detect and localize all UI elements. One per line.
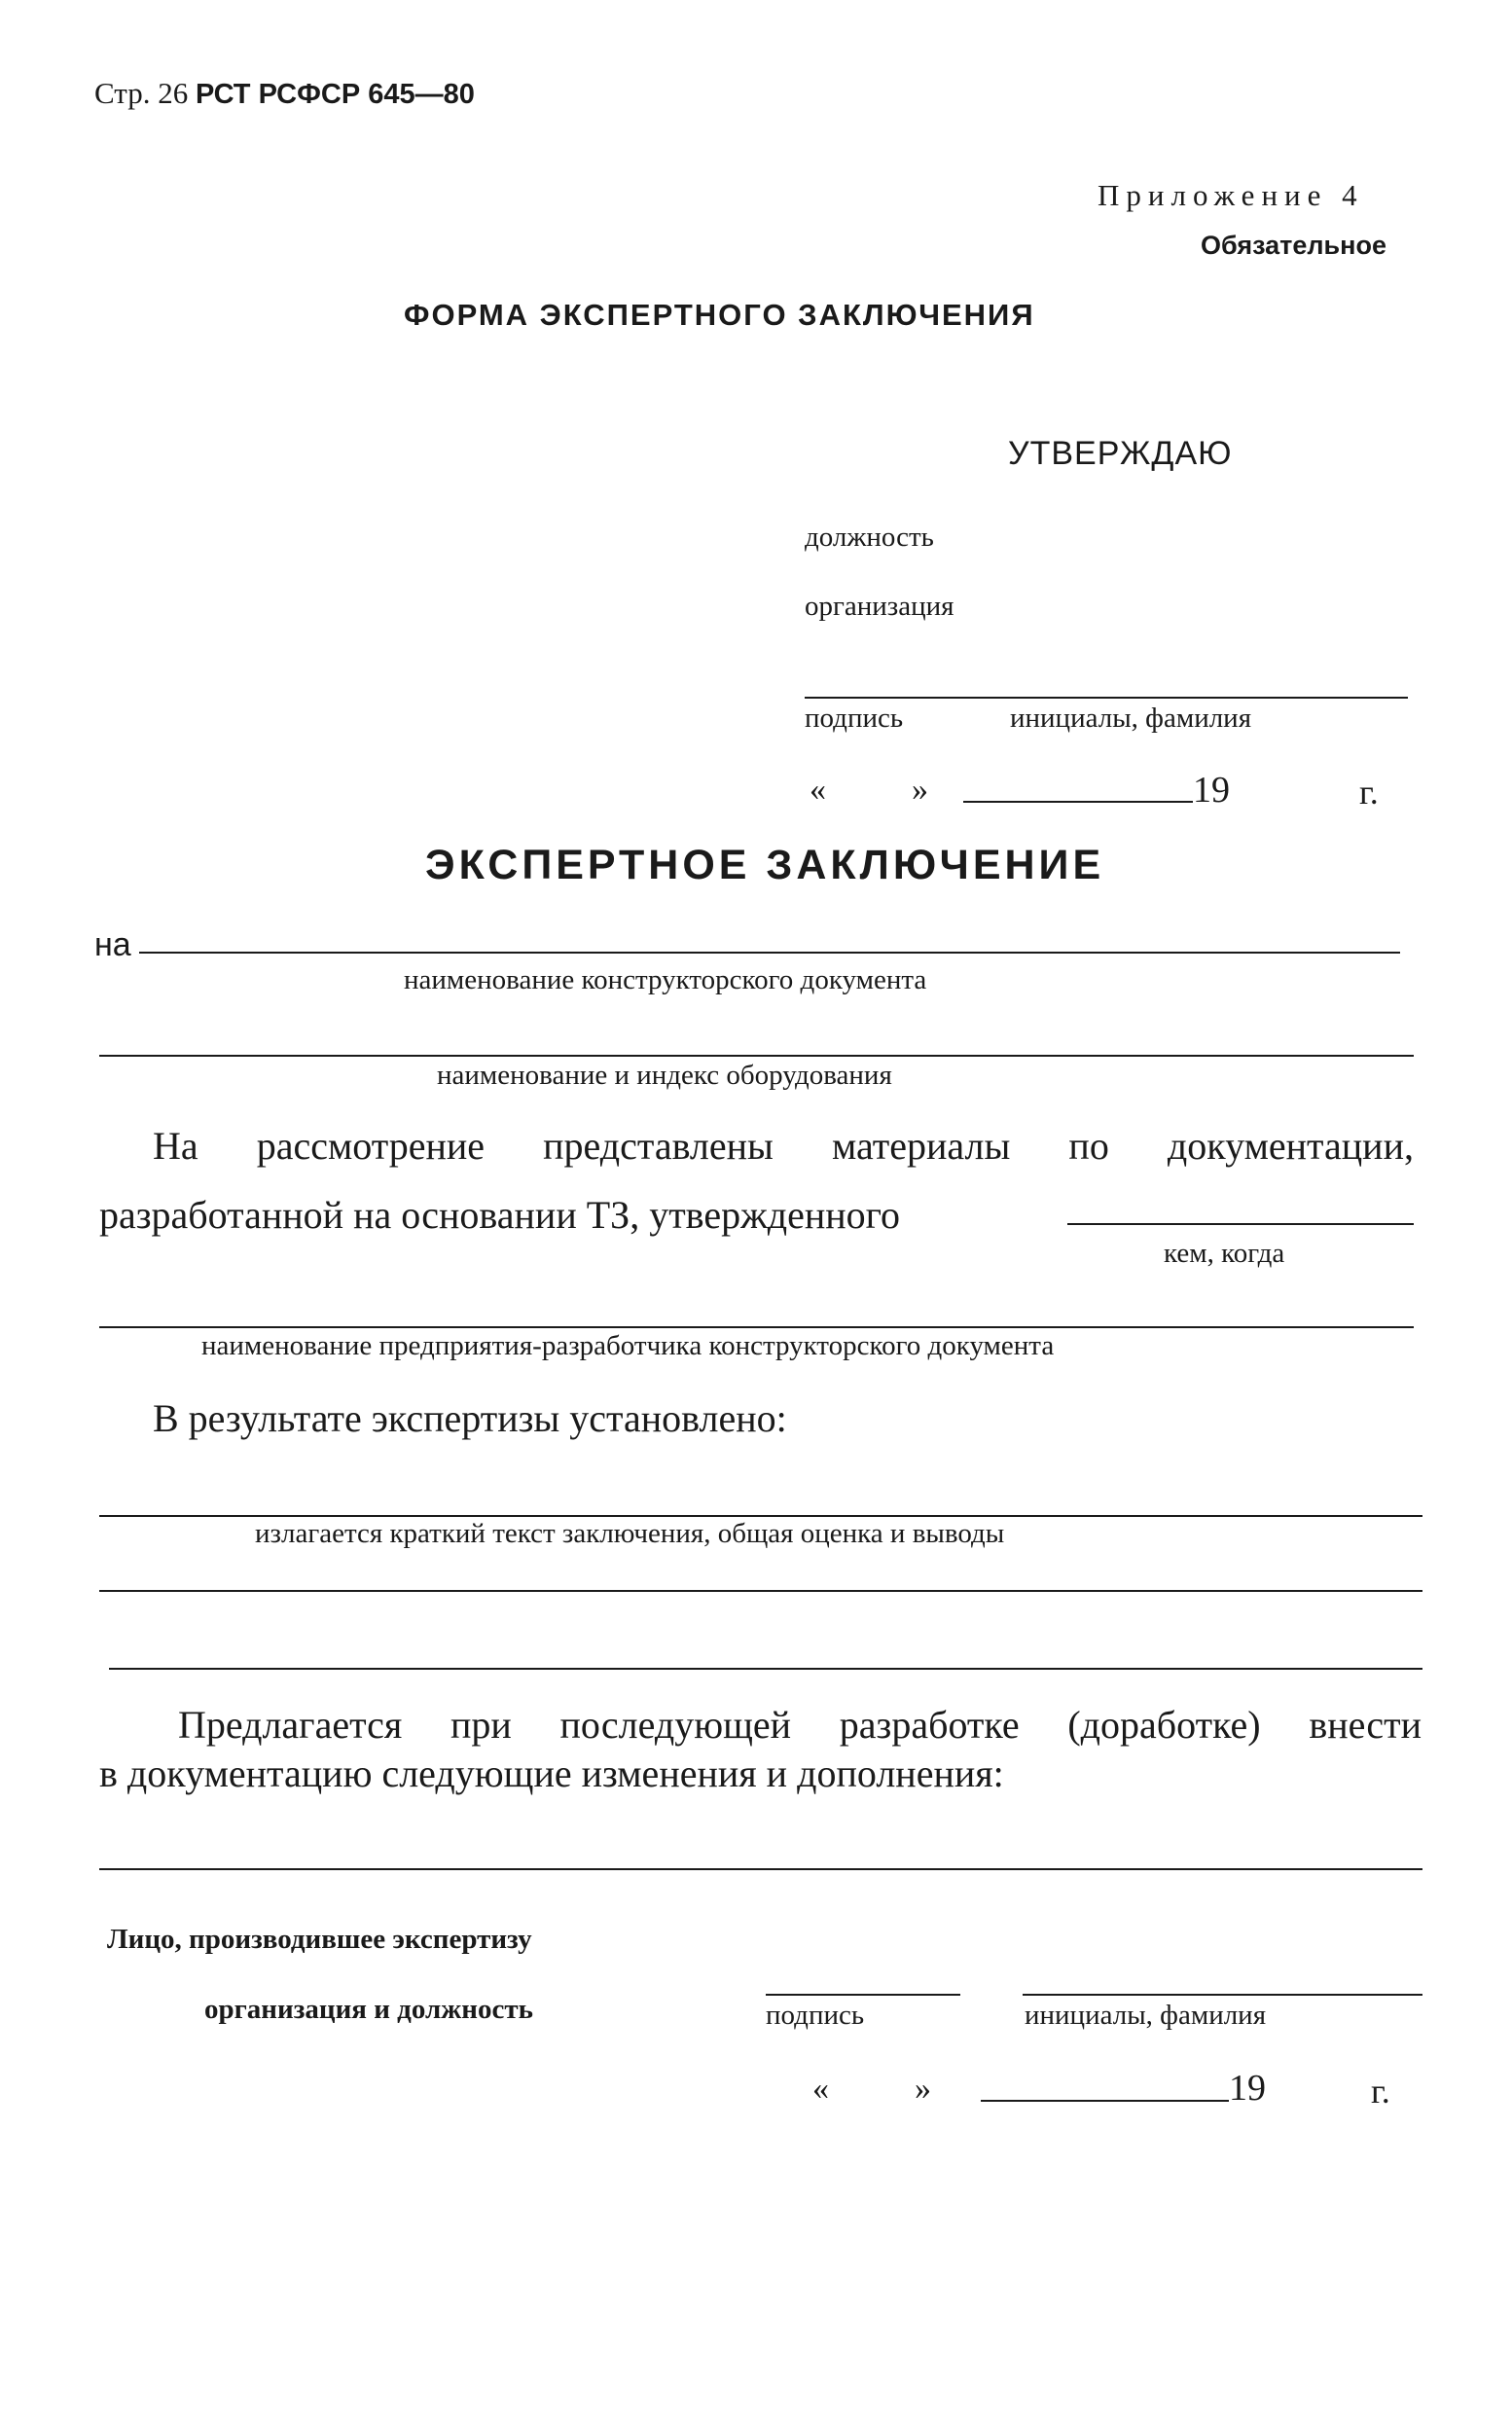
result-text: В результате экспертизы установлено:	[153, 1396, 787, 1440]
expert-signature-line	[766, 1994, 960, 1996]
paragraph1-line2: разработанной на основании ТЗ, утвержденного	[99, 1193, 901, 1237]
approved-by-line	[1067, 1223, 1414, 1225]
expert-date-quote-close: »	[915, 2071, 931, 2107]
equipment-line	[99, 1055, 1414, 1057]
standard-code: РСТ РСФСР 645—80	[195, 79, 475, 110]
expert-date-quote-open: «	[812, 2071, 829, 2107]
organization-label: организация	[805, 591, 954, 622]
expert-person-label: Лицо, производившее экспертизу	[107, 1924, 532, 1955]
form-title: ФОРМА ЭКСПЕРТНОГО ЗАКЛЮЧЕНИЯ	[404, 298, 1035, 332]
expert-signature-caption: подпись	[766, 2000, 865, 2031]
result-caption: излагается краткий текст заключения, общая оценка и выводы	[255, 1518, 1005, 1549]
date-year-suffix: г.	[1359, 773, 1379, 812]
developer-caption: наименование предприятия-разработчика конструкторского документа	[201, 1330, 1055, 1361]
expert-org-position: организация и должность	[204, 1994, 533, 2025]
proposal-line2: в документацию следующие изменения и дополнения:	[99, 1751, 1004, 1795]
date-quote-close: »	[912, 772, 928, 808]
name-caption: инициалы, фамилия	[1010, 703, 1252, 734]
page-number: Стр. 26	[94, 76, 189, 110]
date-quote-open: «	[810, 772, 826, 808]
result-line-3	[109, 1668, 1422, 1670]
expert-name-line	[1023, 1994, 1422, 1996]
position-label: должность	[805, 522, 934, 553]
expert-date-line	[981, 2100, 1229, 2102]
approve-label: УТВЕРЖДАЮ	[1008, 435, 1233, 472]
page-header	[94, 76, 475, 111]
signature-caption: подпись	[805, 703, 904, 734]
approved-by-caption: кем, когда	[1164, 1238, 1285, 1269]
doc-name-caption: наименование конструкторского документа	[404, 964, 927, 995]
expert-date-year: 19	[1229, 2068, 1266, 2109]
result-line-2	[99, 1590, 1422, 1592]
result-line-1	[99, 1515, 1422, 1517]
appendix-status: Обязательное	[1201, 231, 1386, 260]
proposal-line1: Предлагается при последующей разработке (доработке) внести	[178, 1703, 1422, 1747]
expert-name-caption: инициалы, фамилия	[1025, 2000, 1267, 2031]
on-prefix: на	[94, 926, 131, 963]
signature-line	[805, 697, 1408, 699]
expert-date-year-suffix: г.	[1371, 2072, 1390, 2111]
date-year: 19	[1193, 770, 1230, 811]
equipment-caption: наименование и индекс оборудования	[437, 1060, 892, 1091]
date-line	[963, 801, 1193, 803]
document-title: ЭКСПЕРТНОЕ ЗАКЛЮЧЕНИЕ	[425, 842, 1105, 888]
appendix-label: Приложение 4	[1098, 178, 1364, 212]
proposal-line	[99, 1868, 1422, 1870]
doc-name-line	[139, 952, 1400, 954]
paragraph1-line1: На рассмотрение представлены материалы по документации,	[153, 1124, 1414, 1168]
developer-line	[99, 1326, 1414, 1328]
